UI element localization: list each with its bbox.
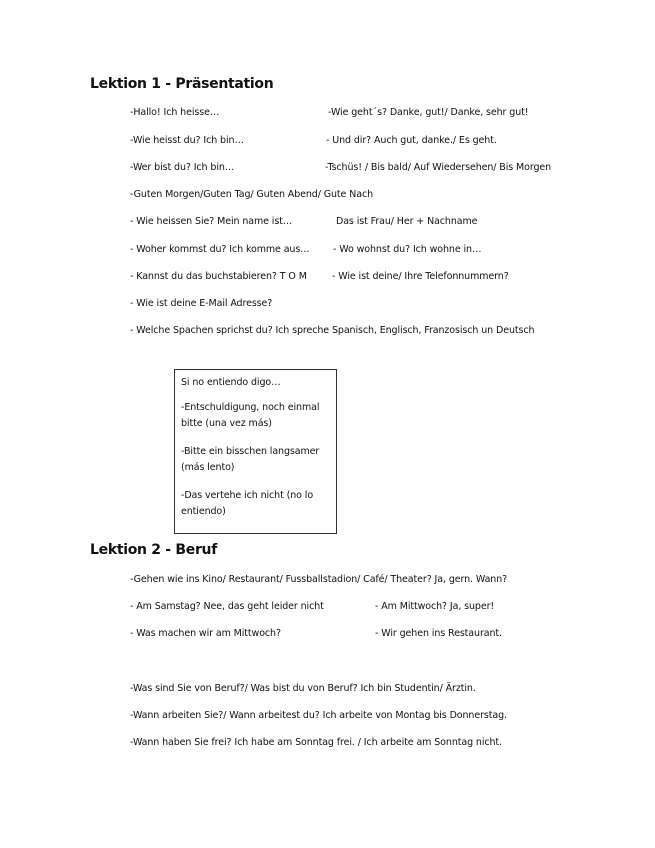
phrase-telefonnummer: - Wie ist deine/ Ihre Telefonnummern? [332, 271, 509, 282]
phrase-beruf: -Was sind Sie von Beruf?/ Was bist du von Beruf? Ich bin Studentin/ Ärztin. [130, 683, 476, 694]
phrase-tschuess: -Tschüs! / Bis bald/ Auf Wiedersehen/ Bis Morgen [325, 162, 552, 173]
phrase-wann-arbeiten: -Wann arbeiten Sie?/ Wann arbeitest du? Ich arbeite von Montag bis Donnerstag. [130, 710, 507, 721]
phrase-mittwoch: - Am Mittwoch? Ja, super! [375, 601, 495, 612]
phrase-greetings: -Guten Morgen/Guten Tag/ Guten Abend/ Gute Nach [130, 189, 373, 200]
box-langsamer: -Bitte ein bisschen langsamer (más lento) [181, 446, 320, 473]
phrase-wie-heissen-sie: - Wie heissen Sie? Mein name ist… [130, 216, 293, 227]
phrase-das-ist-frau: Das ist Frau/ Her + Nachname [336, 216, 478, 227]
phrase-buchstabieren: - Kannst du das buchstabieren? T O M [130, 271, 307, 282]
phrase-kino: -Gehen wie ins Kino/ Restaurant/ Fussballstadion/ Café/ Theater? Ja, gern. Wann? [130, 574, 508, 585]
phrase-wo-wohnst-du: - Wo wohnst du? Ich wohne in… [333, 244, 482, 255]
phrase-frei: -Wann haben Sie frei? Ich habe am Sonntag frei. / Ich arbeite am Sonntag nicht. [130, 737, 502, 748]
phrase-samstag: - Am Samstag? Nee, das geht leider nicht [130, 601, 324, 612]
phrase-restaurant: - Wir gehen ins Restaurant. [375, 628, 502, 639]
phrase-woher-kommst-du: - Woher kommst du? Ich komme aus… [130, 244, 310, 255]
box-intro: Si no entiendo digo… [181, 377, 281, 388]
phrase-box [174, 369, 337, 534]
phrase-hallo: -Hallo! Ich heisse… [130, 107, 220, 118]
lektion-2-heading: Lektion 2 - Beruf [90, 542, 218, 558]
box-verstehe-nicht: -Das vertehe ich nicht (no lo entiendo) [181, 490, 314, 517]
phrase-wie-gehts: -Wie geht´s? Danke, gut!/ Danke, sehr gut! [328, 107, 529, 118]
phrase-wie-heisst-du: -Wie heisst du? Ich bin… [130, 135, 244, 146]
box-entschuldigung: -Entschuldigung, noch einmal bitte (una vez más) [181, 402, 320, 429]
phrase-email: - Wie ist deine E-Mail Adresse? [130, 298, 273, 309]
lektion-1-heading: Lektion 1 - Präsentation [90, 76, 274, 92]
phrase-und-dir: - Und dir? Auch gut, danke./ Es geht. [326, 135, 497, 146]
phrase-was-machen-wir: - Was machen wir am Mittwoch? [130, 628, 281, 639]
phrase-sprachen: - Welche Spachen sprichst du? Ich spreche Spanisch, Englisch, Franzosisch un Deutsch [130, 325, 535, 336]
phrase-wer-bist-du: -Wer bist du? Ich bin… [130, 162, 235, 173]
